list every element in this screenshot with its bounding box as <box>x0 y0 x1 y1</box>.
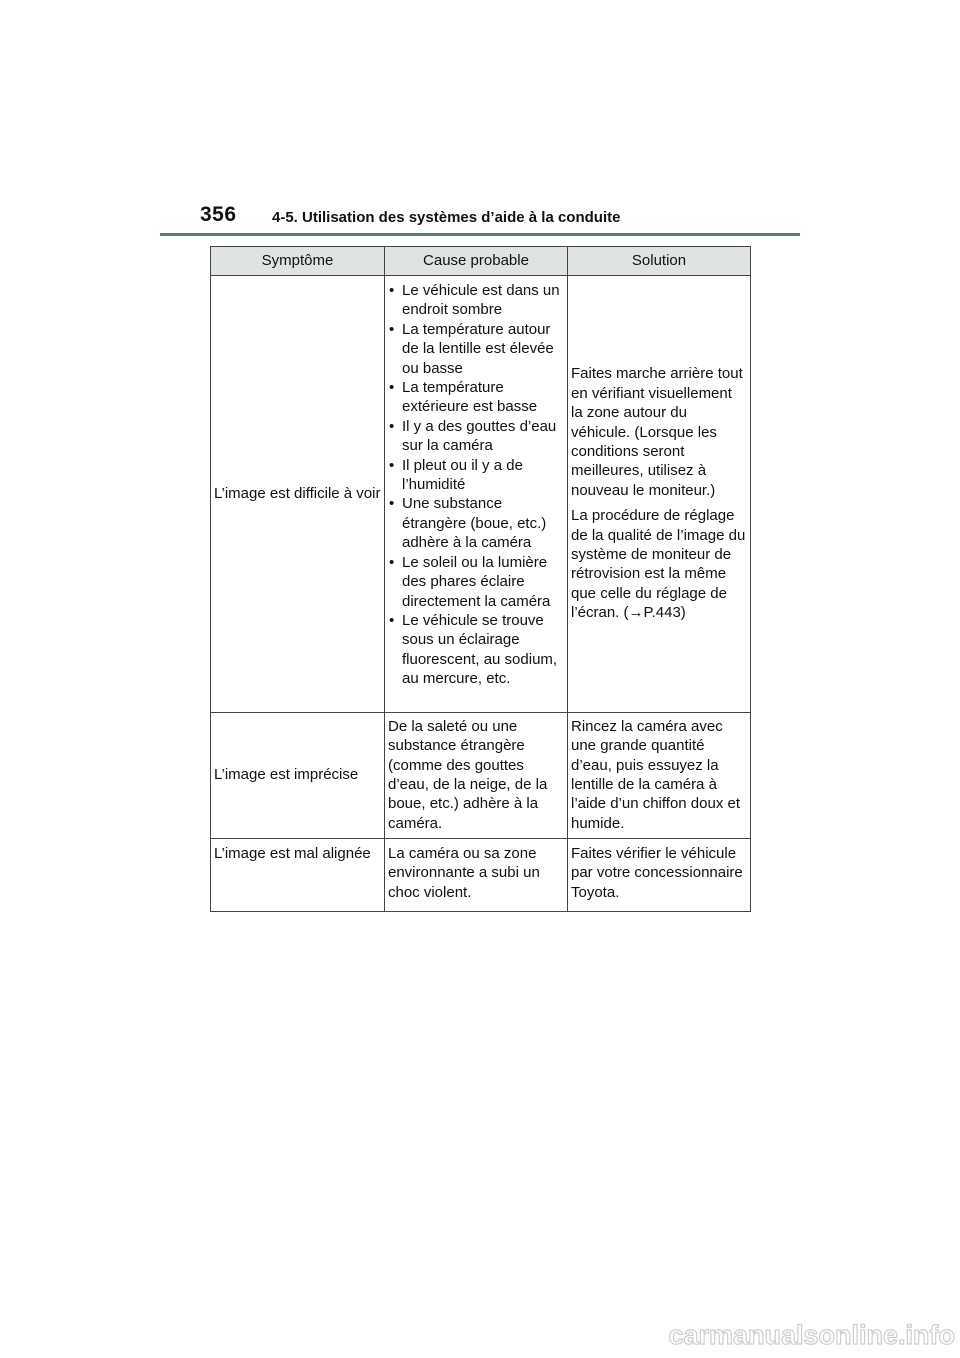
page-number: 356 <box>200 203 237 226</box>
column-header-cause: Cause probable <box>385 247 568 276</box>
list-item: • Une substance étrangère (boue, etc.) adhère à la caméra <box>388 494 564 552</box>
symptom-cell: L’image est difficile à voir <box>211 276 385 713</box>
solution-cell <box>568 276 751 713</box>
cause-list <box>388 281 564 689</box>
header-rule <box>160 233 800 236</box>
cause-cell: La caméra ou sa zone environnante a subi un choc violent. <box>385 839 568 912</box>
cause-cell: De la saleté ou une substance étrangère (comme des gouttes d’eau, de la neige, de la boue, etc.) adhère à la caméra. <box>385 713 568 839</box>
solution-paragraph-reference: La procédure de réglage de la qualité de l’image du système de moniteur de rétrovision est la même que celle du réglage de l’écran. (→P.443) <box>571 507 746 622</box>
cause-cell <box>385 276 568 713</box>
table-header-row <box>211 247 751 276</box>
list-item: • Le véhicule est dans un endroit sombre <box>388 281 564 320</box>
list-item: • Il y a des gouttes d’eau sur la caméra <box>388 417 564 456</box>
table-row <box>211 839 751 912</box>
svg-text:carmanualsonline.info: carmanualsonline.info <box>668 1320 955 1350</box>
symptom-cell: L’image est mal alignée <box>211 839 385 912</box>
solution-cell: Faites vérifier le véhicule par votre concessionnaire Toyota. <box>568 839 751 912</box>
list-item: • La température extérieure est basse <box>388 378 564 417</box>
troubleshooting-table <box>210 246 751 912</box>
table-row <box>211 276 751 713</box>
list-item: • Il pleut ou il y a de l’humidité <box>388 456 564 495</box>
table-row <box>211 713 751 839</box>
list-item: • Le véhicule se trouve sous un éclairage fluorescent, au sodium, au mercure, etc. <box>388 611 564 689</box>
symptom-cell: L’image est imprécise <box>211 713 385 839</box>
watermark-logo <box>0 1320 960 1358</box>
list-item: • La température autour de la lentille est élevée ou basse <box>388 320 564 378</box>
column-header-symptom: Symptôme <box>211 247 385 276</box>
section-title: 4-5. Utilisation des systèmes d’aide à la conduite <box>272 209 621 226</box>
solution-cell: Rincez la caméra avec une grande quantité d’eau, puis essuyez la lentille de la caméra à l’aide d’un chiffon doux et humide. <box>568 713 751 839</box>
solution-paragraph: Faites marche arrière tout en vérifiant visuellement la zone autour du véhicule. (Lorsque les conditions seront meilleures, utilisez à nouveau le moniteur.) <box>571 365 743 499</box>
list-item: • Le soleil ou la lumière des phares éclaire directement la caméra <box>388 553 564 611</box>
column-header-solution: Solution <box>568 247 751 276</box>
